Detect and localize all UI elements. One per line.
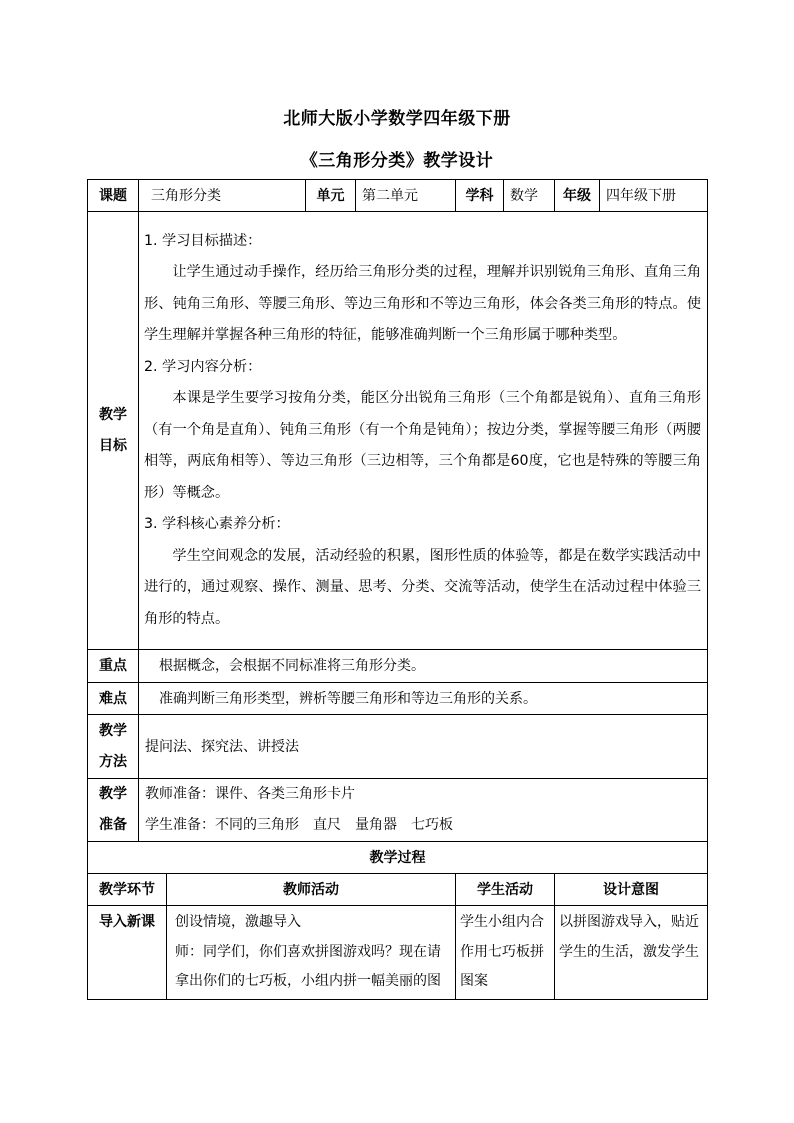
process-title: 教学过程: [88, 842, 708, 874]
document-title: 北师大版小学数学四年级下册: [283, 109, 511, 129]
topic-value: 三角形分类: [139, 180, 306, 212]
teacher-activity-text: 师：同学们，你们喜欢拼图游戏吗？现在请拿出你们的七巧板，小组内拼一幅美丽的图: [175, 943, 441, 989]
difficulty-label: 难点: [88, 683, 139, 715]
teacher-activity-heading: 创设情境，激趣导入: [175, 914, 301, 930]
objectives-label: 教学 目标: [88, 212, 139, 650]
teacher-preparation: 教师准备：课件、各类三角形卡片: [145, 786, 355, 802]
grade-label: 年级: [555, 180, 600, 212]
objective-paragraph-1: 让学生通过动手操作，经历给三角形分类的过程，理解并识别锐角三角形、直角三角形、钝角三角形、等腰三角形、等边三角形和不等边三角形，体会各类三角形的特点。使学生理解并掌握各种三角形的特征，能够准确判断一个三角形属于哪种类型。: [144, 264, 702, 344]
preparation-label: 教学 准备: [88, 779, 139, 842]
method-row: [88, 715, 708, 779]
preparation-row: [88, 779, 708, 842]
document-subtitle: 《三角形分类》教学设计: [300, 151, 494, 171]
info-row: [88, 180, 708, 212]
header-student-activity: 学生活动: [456, 874, 555, 906]
subject-value: 数学: [504, 180, 555, 212]
unit-value: 第二单元: [356, 180, 456, 212]
process-row: [88, 906, 708, 1000]
key-point-row: [88, 650, 708, 683]
key-point-value: 根据概念，会根据不同标准将三角形分类。: [139, 650, 708, 683]
method-value: 提问法、探究法、讲授法: [139, 715, 708, 779]
design-intent-text: 以拼图游戏导入，贴近学生的生活，激发学生: [559, 914, 700, 960]
objective-heading-1: 1. 学习目标描述：: [144, 232, 262, 249]
stage-cell: 导入新课: [88, 906, 167, 1000]
header-design-intent: 设计意图: [555, 874, 708, 906]
teacher-activity-cell: [167, 906, 456, 1000]
difficulty-row: [88, 683, 708, 715]
topic-label: 课题: [88, 180, 139, 212]
difficulty-value: 准确判断三角形类型，辨析等腰三角形和等边三角形的关系。: [139, 683, 708, 715]
student-activity-cell: [456, 906, 555, 1000]
objectives-content: [139, 212, 708, 650]
process-title-row: [88, 842, 708, 874]
key-point-label: 重点: [88, 650, 139, 683]
student-activity-text: 学生小组内合作用七巧板拼图案: [460, 914, 545, 989]
objectives-row: [88, 212, 708, 650]
method-label: 教学 方法: [88, 715, 139, 779]
objective-heading-3: 3. 学科核心素养分析：: [144, 516, 290, 533]
header-stage: 教学环节: [88, 874, 167, 906]
preparation-content: [139, 779, 708, 842]
student-preparation: 学生准备：不同的三角形 直尺 量角器 七巧板: [145, 817, 453, 833]
design-intent-cell: [555, 906, 708, 1000]
lesson-plan-table: [87, 179, 708, 1000]
objective-paragraph-3: 学生空间观念的发展，活动经验的积累，图形性质的体验等，都是在数学实践活动中进行的，通过观察、操作、测量、思考、分类、交流等活动，使学生在活动过程中体验三角形的特点。: [144, 547, 702, 627]
grade-value: 四年级下册: [600, 180, 708, 212]
objective-heading-2: 2. 学习内容分析：: [144, 358, 262, 375]
unit-label: 单元: [306, 180, 356, 212]
subject-label: 学科: [456, 180, 504, 212]
objective-paragraph-2: 本课是学生要学习按角分类，能区分出锐角三角形（三个角都是锐角）、直角三角形（有一个角是直角）、钝角三角形（有一个角是钝角）；按边分类，掌握等腰三角形（两腰相等，两底角相等）、等边三角形（三边相等，三个角都是60度，它也是特殊的等腰三角形）等概念。: [144, 390, 702, 501]
process-header-row: [88, 874, 708, 906]
header-teacher-activity: 教师活动: [167, 874, 456, 906]
